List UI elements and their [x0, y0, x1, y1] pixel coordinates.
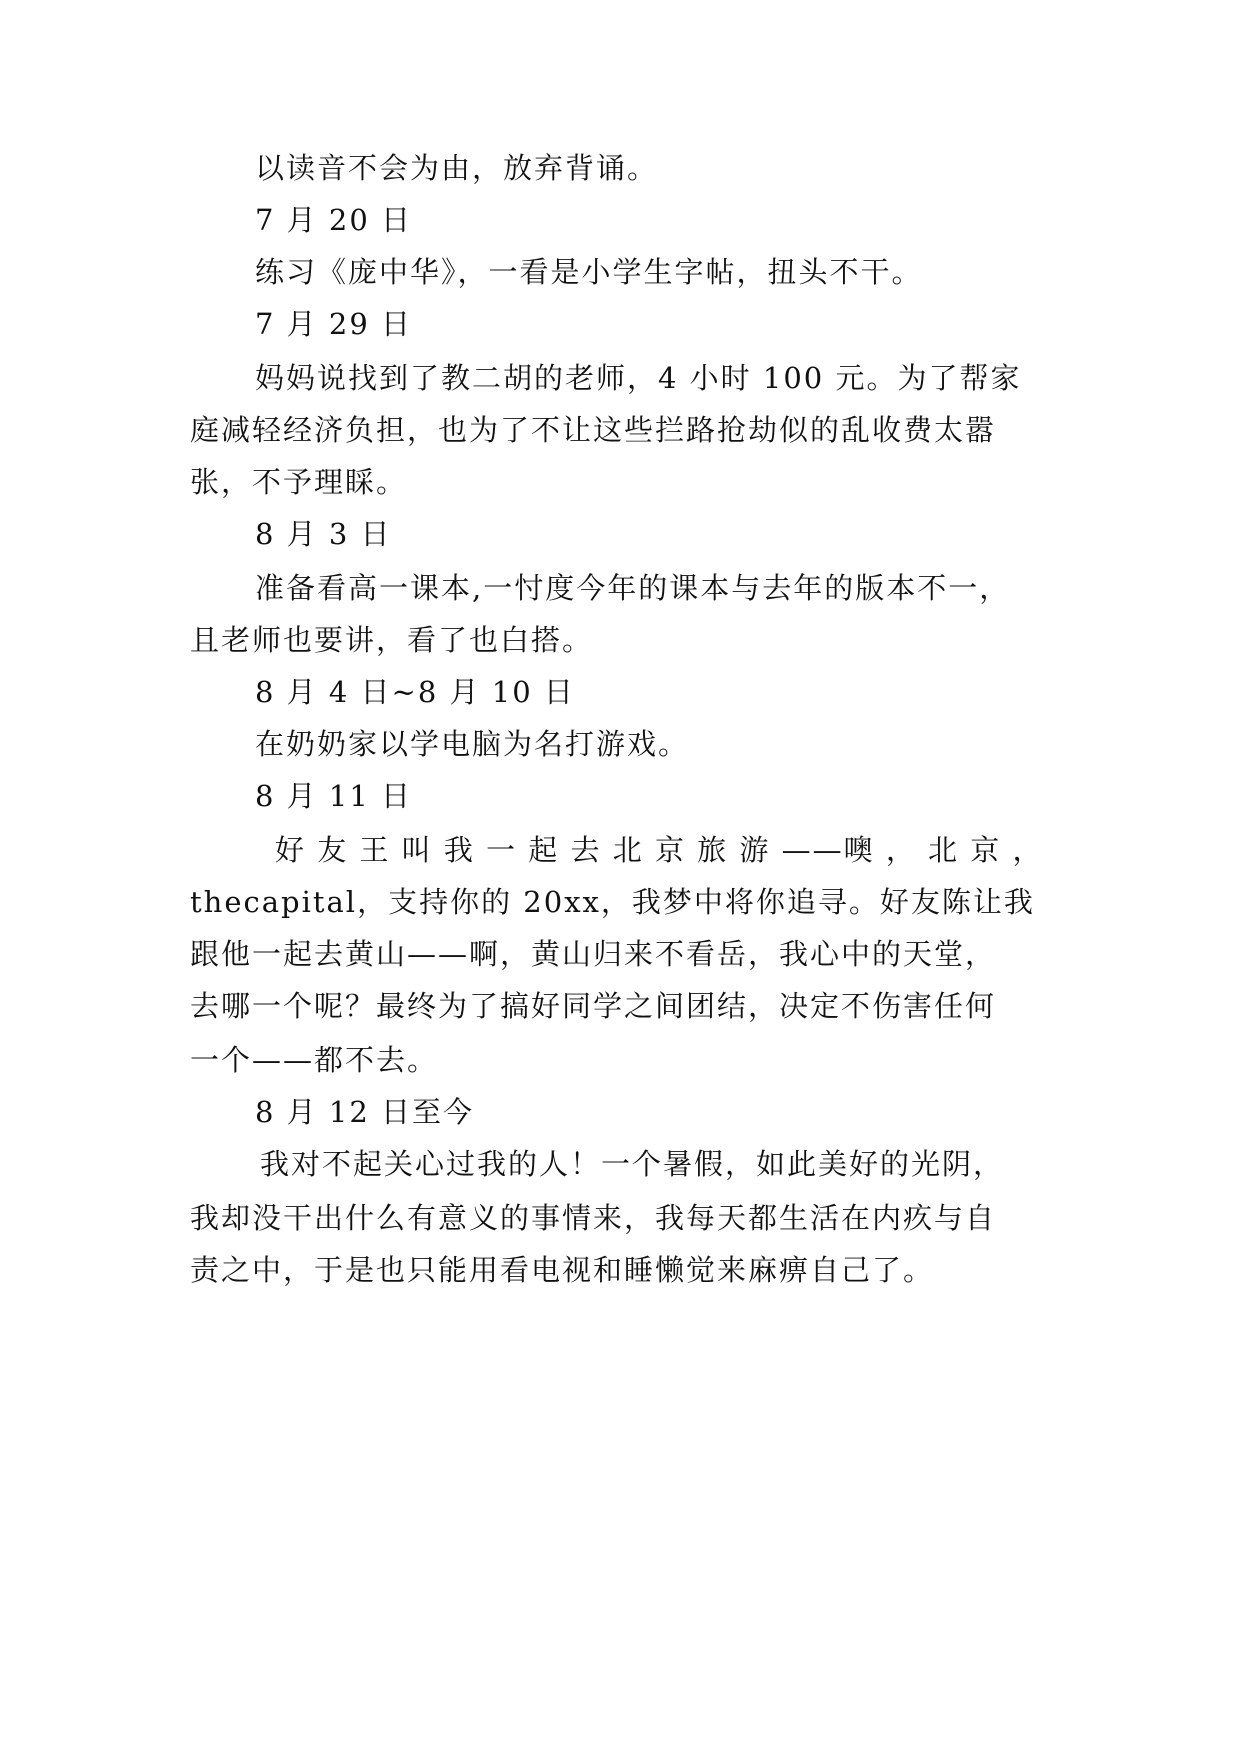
paragraph-line: 准备看高一课本,一忖度今年的课本与去年的版本不一，: [255, 571, 1011, 605]
paragraph-line: 一个——都不去。: [190, 1043, 439, 1077]
paragraph-line: 且老师也要讲，看了也白搭。: [190, 623, 594, 657]
paragraph-line: 庭减轻经济负担，也为了不让这些拦路抢劫似的乱收费太嚣: [190, 413, 997, 447]
entry-date: 8 月 12 日至今: [255, 1095, 475, 1129]
entry-date: 8 月 3 日: [255, 517, 392, 551]
paragraph-line: 练习《庞中华》，一看是小学生字帖，扭头不干。: [255, 255, 923, 289]
paragraph-line: 好 友 王 叫 我 一 起 去 北 京 旅 游 ——噢 ， 北 京 ，: [275, 833, 1044, 867]
paragraph-line: 张，不予理睬。: [190, 465, 408, 499]
paragraph-line: 我对不起关心过我的人！一个暑假，如此美好的光阴，: [260, 1147, 1005, 1181]
entry-date: 7 月 29 日: [255, 307, 413, 341]
paragraph-line: thecapital，支持你的 20xx，我梦中将你追寻。好友陈让我: [190, 885, 1035, 919]
entry-date: 8 月 4 日~8 月 10 日: [255, 675, 575, 709]
paragraph-line: 妈妈说找到了教二胡的老师，4 小时 100 元。为了帮家: [255, 361, 1022, 395]
entry-date: 7 月 20 日: [255, 203, 413, 237]
paragraph-line: 责之中，于是也只能用看电视和睡懒觉来麻痹自己了。: [190, 1253, 935, 1287]
paragraph-line: 以读音不会为由，放弃背诵。: [255, 151, 659, 185]
paragraph-line: 我却没干出什么有意义的事情来，我每天都生活在内疚与自: [190, 1201, 997, 1235]
entry-date: 8 月 11 日: [255, 779, 413, 813]
paragraph-line: 跟他一起去黄山——啊，黄山归来不看岳，我心中的天堂，: [190, 937, 997, 971]
paragraph-line: 在奶奶家以学电脑为名打游戏。: [255, 727, 690, 761]
paragraph-line: 去哪一个呢？最终为了搞好同学之间团结，决定不伤害任何: [190, 989, 997, 1023]
